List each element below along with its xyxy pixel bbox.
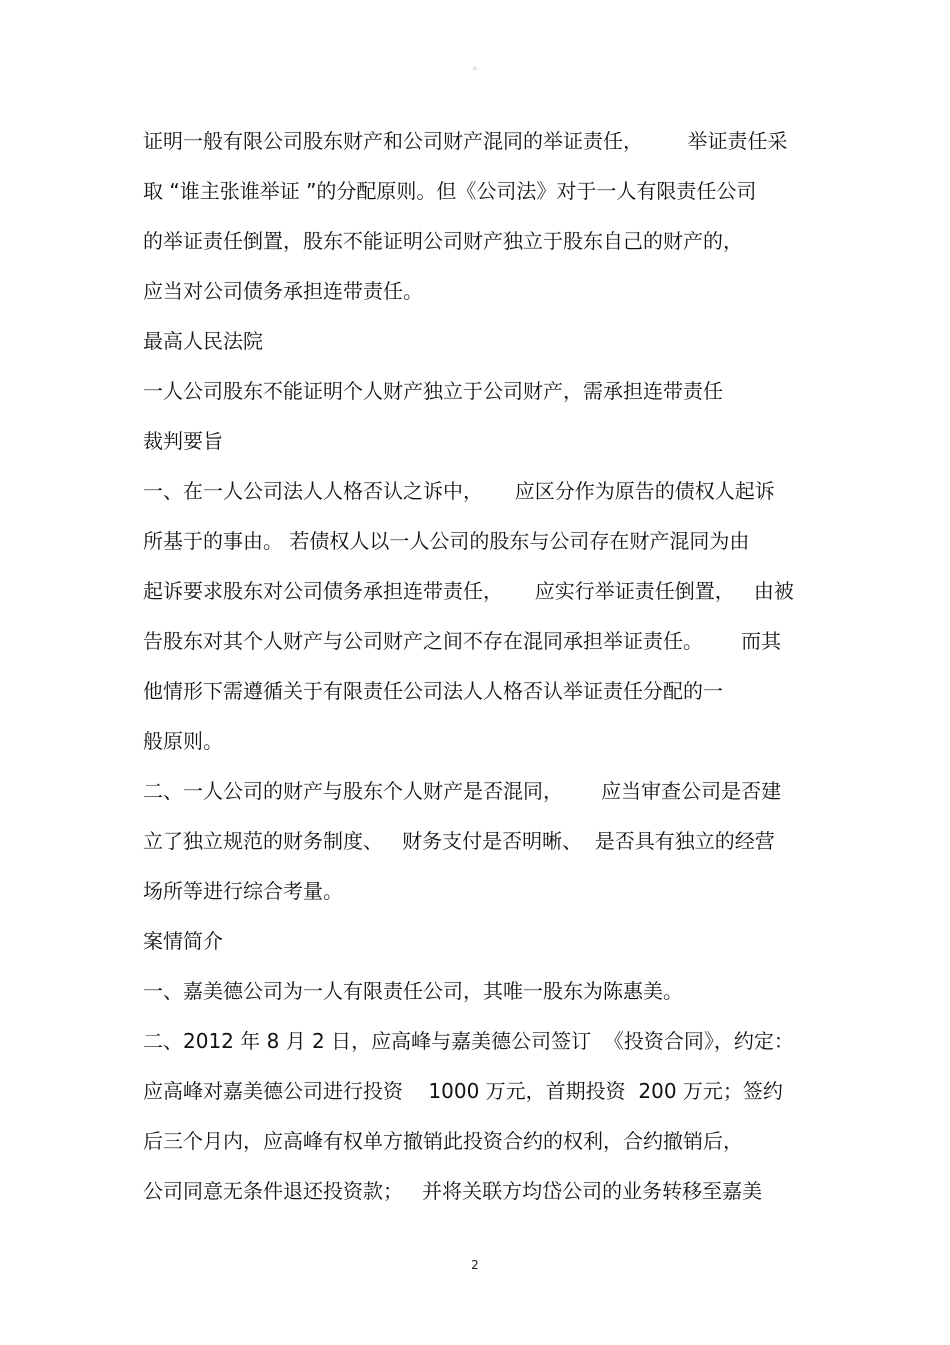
paragraph-line: 告股东对其个人财产与公司财产之间不存在混同承担举证责任。 而其 xyxy=(143,629,782,653)
paragraph-line: 应当对公司债务承担连带责任。 xyxy=(143,279,423,303)
section-heading: 案情简介 xyxy=(143,929,223,953)
paragraph-line: 证明一般有限公司股东财产和公司财产混同的举证责任， 举证责任采 xyxy=(143,129,788,153)
paragraph-line: 一、在一人公司法人人格否认之诉中， 应区分作为原告的债权人起诉 xyxy=(143,479,775,503)
paragraph-line: 取 “谁主张谁举证 ”的分配原则。但《公司法》对于一人有限责任公司 xyxy=(143,179,757,203)
paragraph-line: 场所等进行综合考量。 xyxy=(143,879,343,903)
paragraph-line: 般原则。 xyxy=(143,729,223,753)
section-heading: 最高人民法院 xyxy=(143,329,263,353)
case-title: 一人公司股东不能证明个人财产独立于公司财产，需承担连带责任 xyxy=(143,379,723,403)
page-number: 2 xyxy=(471,1258,479,1272)
paragraph-line: 后三个月内，应高峰有权单方撤销此投资合约的权利，合约撤销后， xyxy=(143,1129,743,1153)
paragraph-line: 立了独立规范的财务制度、 财务支付是否明晰、 是否具有独立的经营 xyxy=(143,829,775,853)
paragraph-line: 一、嘉美德公司为一人有限责任公司，其唯一股东为陈惠美。 xyxy=(143,979,683,1003)
paragraph-line: 他情形下需遵循关于有限责任公司法人人格否认举证责任分配的一 xyxy=(143,679,723,703)
paragraph-line: 二、2012 年 8 月 2 日，应高峰与嘉美德公司签订 《投资合同》，约定： xyxy=(143,1029,794,1053)
section-heading: 裁判要旨 xyxy=(143,429,223,453)
page-header-mark: ◦ xyxy=(472,64,478,75)
paragraph-line: 起诉要求股东对公司债务承担连带责任， 应实行举证责任倒置， 由被 xyxy=(143,579,794,603)
paragraph-line: 二、一人公司的财产与股东个人财产是否混同， 应当审查公司是否建 xyxy=(143,779,782,803)
paragraph-line: 应高峰对嘉美德公司进行投资 1000 万元，首期投资 200 万元；签约 xyxy=(143,1079,783,1103)
paragraph-line: 所基于的事由。 若债权人以一人公司的股东与公司存在财产混同为由 xyxy=(143,529,750,553)
paragraph-line: 公司同意无条件退还投资款； 并将关联方均岱公司的业务转移至嘉美 xyxy=(143,1179,763,1203)
paragraph-line: 的举证责任倒置，股东不能证明公司财产独立于股东自己的财产的， xyxy=(143,229,743,253)
